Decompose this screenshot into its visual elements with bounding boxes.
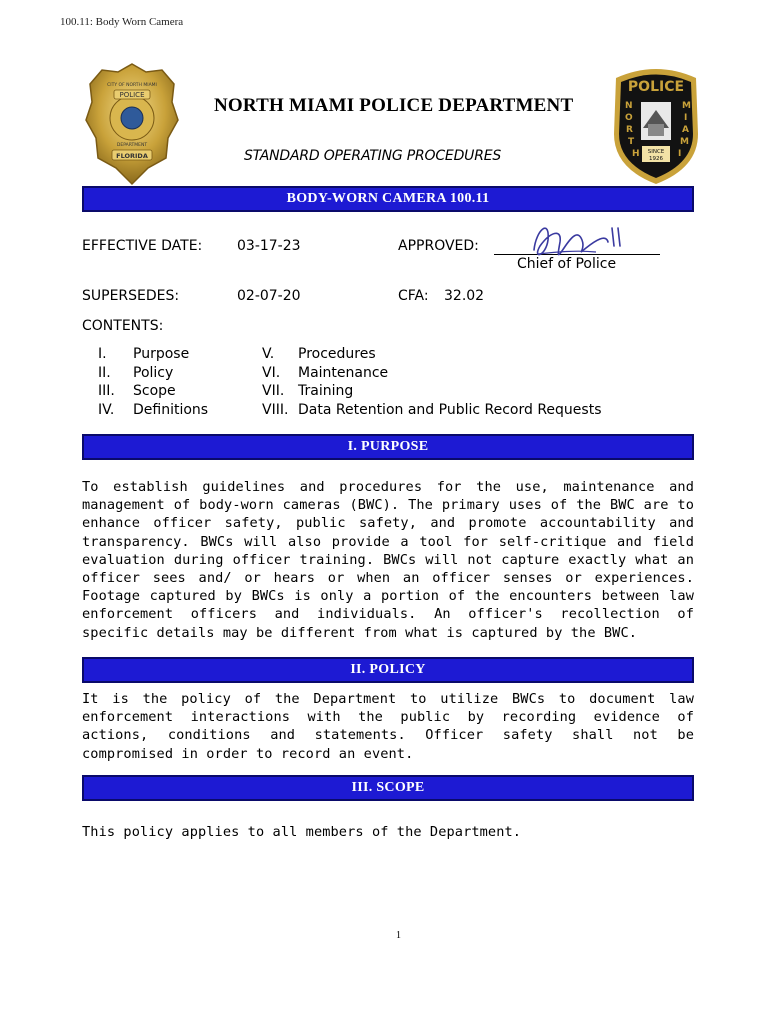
svg-text:H: H: [632, 149, 640, 159]
scope-heading-bar: III. SCOPE: [82, 775, 694, 801]
svg-text:DEPARTMENT: DEPARTMENT: [116, 143, 148, 148]
list-item: IV. Definitions: [98, 401, 209, 418]
supersedes-label: SUPERSEDES:: [82, 288, 180, 304]
department-title: NORTH MIAMI POLICE DEPARTMENT: [214, 95, 574, 116]
contents-list-right: [262, 345, 602, 419]
cfa-value: 32.02: [444, 288, 485, 304]
svg-text:M: M: [680, 137, 689, 147]
svg-text:M: M: [682, 101, 691, 111]
page-number: 1: [396, 930, 401, 941]
scope-paragraph: This policy applies to all members of the Department.: [82, 824, 522, 840]
list-item: I. Purpose: [98, 346, 190, 362]
contents-label: CONTENTS:: [82, 318, 164, 334]
svg-text:I: I: [678, 149, 682, 159]
purpose-heading-bar: I. PURPOSE: [82, 434, 694, 460]
police-badge-logo: [84, 62, 180, 186]
svg-text:POLICE: POLICE: [119, 91, 145, 99]
supersedes-value: 02-07-20: [237, 288, 301, 304]
svg-text:O: O: [625, 113, 633, 123]
effective-date-label: EFFECTIVE DATE:: [82, 238, 203, 254]
purpose-paragraph: To establish guidelines and procedures for the use, maintenance and management of body-worn cameras (BWC). The primary uses of the BWC are to enhance officer safety, public safety, and promote accountability and transparency. BWCs will also provide a tool for self-critique and field evaluation during officer training. BWCs will not capture exactly what an officer sees and/ or hears or when an officer senses or experiences. Footage captured by BWCs is only a portion of the encounters between law enforcement officers and individuals. An officer's recollection of specific details may be different from what is captured by the BWC.: [82, 479, 694, 641]
svg-text:SINCE: SINCE: [647, 149, 665, 155]
policy-heading-bar: II. POLICY: [82, 657, 694, 683]
svg-text:POLICE: POLICE: [627, 79, 685, 95]
svg-text:N: N: [625, 101, 633, 111]
contents-list-left: [98, 345, 208, 419]
list-item: II. Policy: [98, 364, 174, 381]
effective-date-value: 03-17-23: [237, 238, 301, 254]
running-header: 100.11: Body Worn Camera: [60, 16, 184, 28]
approved-label: APPROVED:: [398, 238, 479, 254]
sop-subtitle: STANDARD OPERATING PROCEDURES: [244, 148, 502, 164]
list-item: VI. Maintenance: [262, 364, 389, 381]
list-item: III. Scope: [98, 383, 176, 399]
svg-text:T: T: [628, 137, 635, 147]
police-patch-logo: [610, 64, 702, 186]
svg-text:R: R: [626, 125, 633, 135]
approver-title: Chief of Police: [517, 256, 617, 272]
svg-text:I: I: [684, 113, 688, 123]
policy-paragraph: It is the policy of the Department to utilize BWCs to document law enforcement interactions with the public by recording evidence of actions, conditions and statements. Officer safety shall not be compromised in order to record an event.: [82, 691, 694, 762]
title-bar: BODY-WORN CAMERA 100.11: [82, 186, 694, 212]
svg-text:A: A: [682, 125, 689, 135]
svg-text:CITY OF NORTH MIAMI: CITY OF NORTH MIAMI: [107, 83, 157, 88]
list-item: V. Procedures: [262, 346, 376, 362]
svg-text:FLORIDA: FLORIDA: [116, 152, 148, 160]
list-item: VIII. Data Retention and Public Record Requests: [262, 401, 602, 418]
cfa-label: CFA:: [398, 288, 429, 304]
list-item: VII. Training: [262, 383, 354, 399]
svg-text:1926: 1926: [649, 156, 663, 162]
